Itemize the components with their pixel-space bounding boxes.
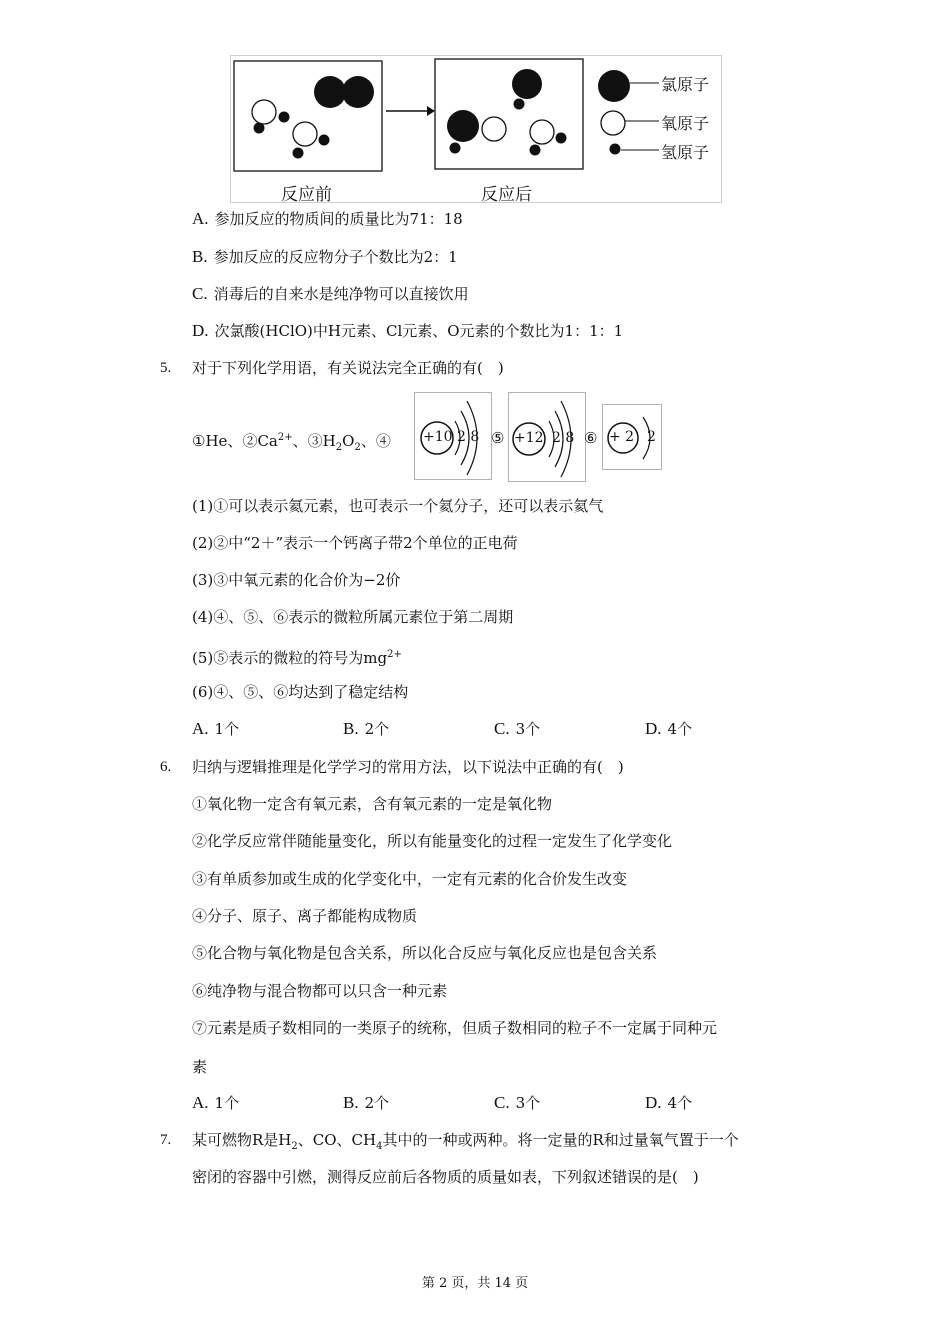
q5-stem: 对于下列化学用语，有关说法完全正确的有( ) <box>192 359 504 377</box>
reaction-figure <box>230 55 722 203</box>
q6-stem: 归纳与逻辑推理是化学学习的常用方法，以下说法中正确的有( ) <box>192 758 624 776</box>
hydrogen-atom <box>319 135 330 146</box>
q6-choice-c: C. 3个 <box>494 1093 541 1112</box>
q5-symbol-6: ⑥ <box>584 429 598 447</box>
before-label: 反应前 <box>281 185 332 205</box>
atom-structure-6 <box>602 404 662 470</box>
q6-item-3: ③有单质参加或生成的化学变化中，一定有元素的化合价发生改变 <box>192 870 628 888</box>
atom-5-shells: 2 8 <box>552 430 575 446</box>
page-footer: 第 2 页，共 14 页 <box>421 1276 529 1291</box>
hydrogen-atom <box>514 99 525 110</box>
q5-item-4: (4)④、⑤、⑥表示的微粒所属元素位于第二周期 <box>192 608 514 626</box>
q7-stem-line1: 某可燃物R是$H_2$、CO、$CH_4$其中的一种或两种。将一定量的R和过量氧气置于一个 <box>192 1131 739 1152</box>
hydrogen-atom <box>450 143 461 154</box>
q4-option-d: D. 次氯酸(HClO)中H元素、Cl元素、O元素的个数比为1：1：1 <box>192 321 624 340</box>
oxygen-atom <box>252 100 276 124</box>
q7-stem-line2: 密闭的容器中引燃，测得反应前后各物质的质量如表，下列叙述错误的是( ) <box>192 1168 699 1186</box>
q6-item-2: ②化学反应常伴随能量变化，所以有能量变化的过程一定发生了化学变化 <box>192 832 673 850</box>
q6-item-5: ⑤化合物与氧化物是包含关系，所以化合反应与氧化反应也是包含关系 <box>192 944 658 962</box>
atom-6-nucleus: + 2 <box>609 429 635 445</box>
q6-item-1: ①氧化物一定含有氧元素，含有氧元素的一定是氧化物 <box>192 795 553 813</box>
oxygen-atom <box>482 117 506 141</box>
q6-item-7-cont: 素 <box>192 1058 208 1076</box>
q6-item-6: ⑥纯净物与混合物都可以只含一种元素 <box>192 982 448 1000</box>
legend-label-hydrogen: 氢原子 <box>661 143 710 162</box>
after-label: 反应后 <box>481 185 532 205</box>
atom-4-nucleus: +10 <box>423 429 453 445</box>
hydrogen-atom <box>293 148 304 159</box>
q5-choice-a: A. 1个 <box>192 719 240 738</box>
hydrogen-atom <box>279 112 290 123</box>
legend-label-oxygen: 氧原子 <box>661 114 710 133</box>
legend-oxygen-atom <box>601 111 625 135</box>
legend-hydrogen-atom <box>610 144 621 155</box>
chlorine-atom <box>512 69 542 99</box>
q6-item-4: ④分子、原子、离子都能构成物质 <box>192 907 418 925</box>
hydrogen-atom <box>556 133 567 144</box>
hydrogen-atom <box>254 123 265 134</box>
q5-choice-d: D. 4个 <box>645 719 693 738</box>
q4-option-b: B. 参加反应的反应物分子个数比为2：1 <box>192 247 458 266</box>
q6-number: 6. <box>160 759 172 775</box>
atom-6-shells: 2 <box>647 429 656 445</box>
q5-item-1: (1)①可以表示氦元素，也可表示一个氦分子，还可以表示氦气 <box>192 497 604 515</box>
arrow-head <box>427 106 435 116</box>
q5-item-3: (3)③中氧元素的化合价为−2价 <box>192 571 401 589</box>
q7-number: 7. <box>160 1132 172 1148</box>
chlorine-atom <box>447 110 479 142</box>
q5-item-5: (5)⑤表示的微粒的符号为$mg^{2+}$ <box>192 649 402 667</box>
chlorine-atom <box>314 76 346 108</box>
atom-structure-4 <box>414 392 492 480</box>
q5-number: 5. <box>160 360 172 376</box>
legend-label-chlorine: 氯原子 <box>661 75 710 94</box>
q5-item-2: (2)②中“2＋”表示一个钙离子带2个单位的正电荷 <box>192 534 518 552</box>
q5-symbols: ①He、$②Ca^{2+}$、$③H_2O_2$、④ <box>192 432 391 453</box>
q6-choice-b: B. 2个 <box>343 1093 390 1112</box>
q6-choice-a: A. 1个 <box>192 1093 240 1112</box>
q5-choice-c: C. 3个 <box>494 719 541 738</box>
chlorine-atom <box>342 76 374 108</box>
q5-choice-b: B. 2个 <box>343 719 390 738</box>
atom-5-nucleus: +12 <box>514 430 544 446</box>
q6-choice-d: D. 4个 <box>645 1093 693 1112</box>
q6-item-7: ⑦元素是质子数相同的一类原子的统称，但质子数相同的粒子不一定属于同种元 <box>192 1019 718 1037</box>
hydrogen-atom <box>530 145 541 156</box>
q4-option-a: A. 参加反应的物质间的质量比为71：18 <box>192 209 463 228</box>
oxygen-atom <box>530 120 554 144</box>
q5-item-6: (6)④、⑤、⑥均达到了稳定结构 <box>192 683 409 701</box>
oxygen-atom <box>293 122 317 146</box>
legend-chlorine-atom <box>598 70 630 102</box>
atom-structure-5 <box>508 392 586 482</box>
q4-option-c: C. 消毒后的自来水是纯净物可以直接饮用 <box>192 284 469 303</box>
q5-symbol-5: ⑤ <box>491 429 505 447</box>
atom-4-shells: 2 8 <box>457 429 480 445</box>
